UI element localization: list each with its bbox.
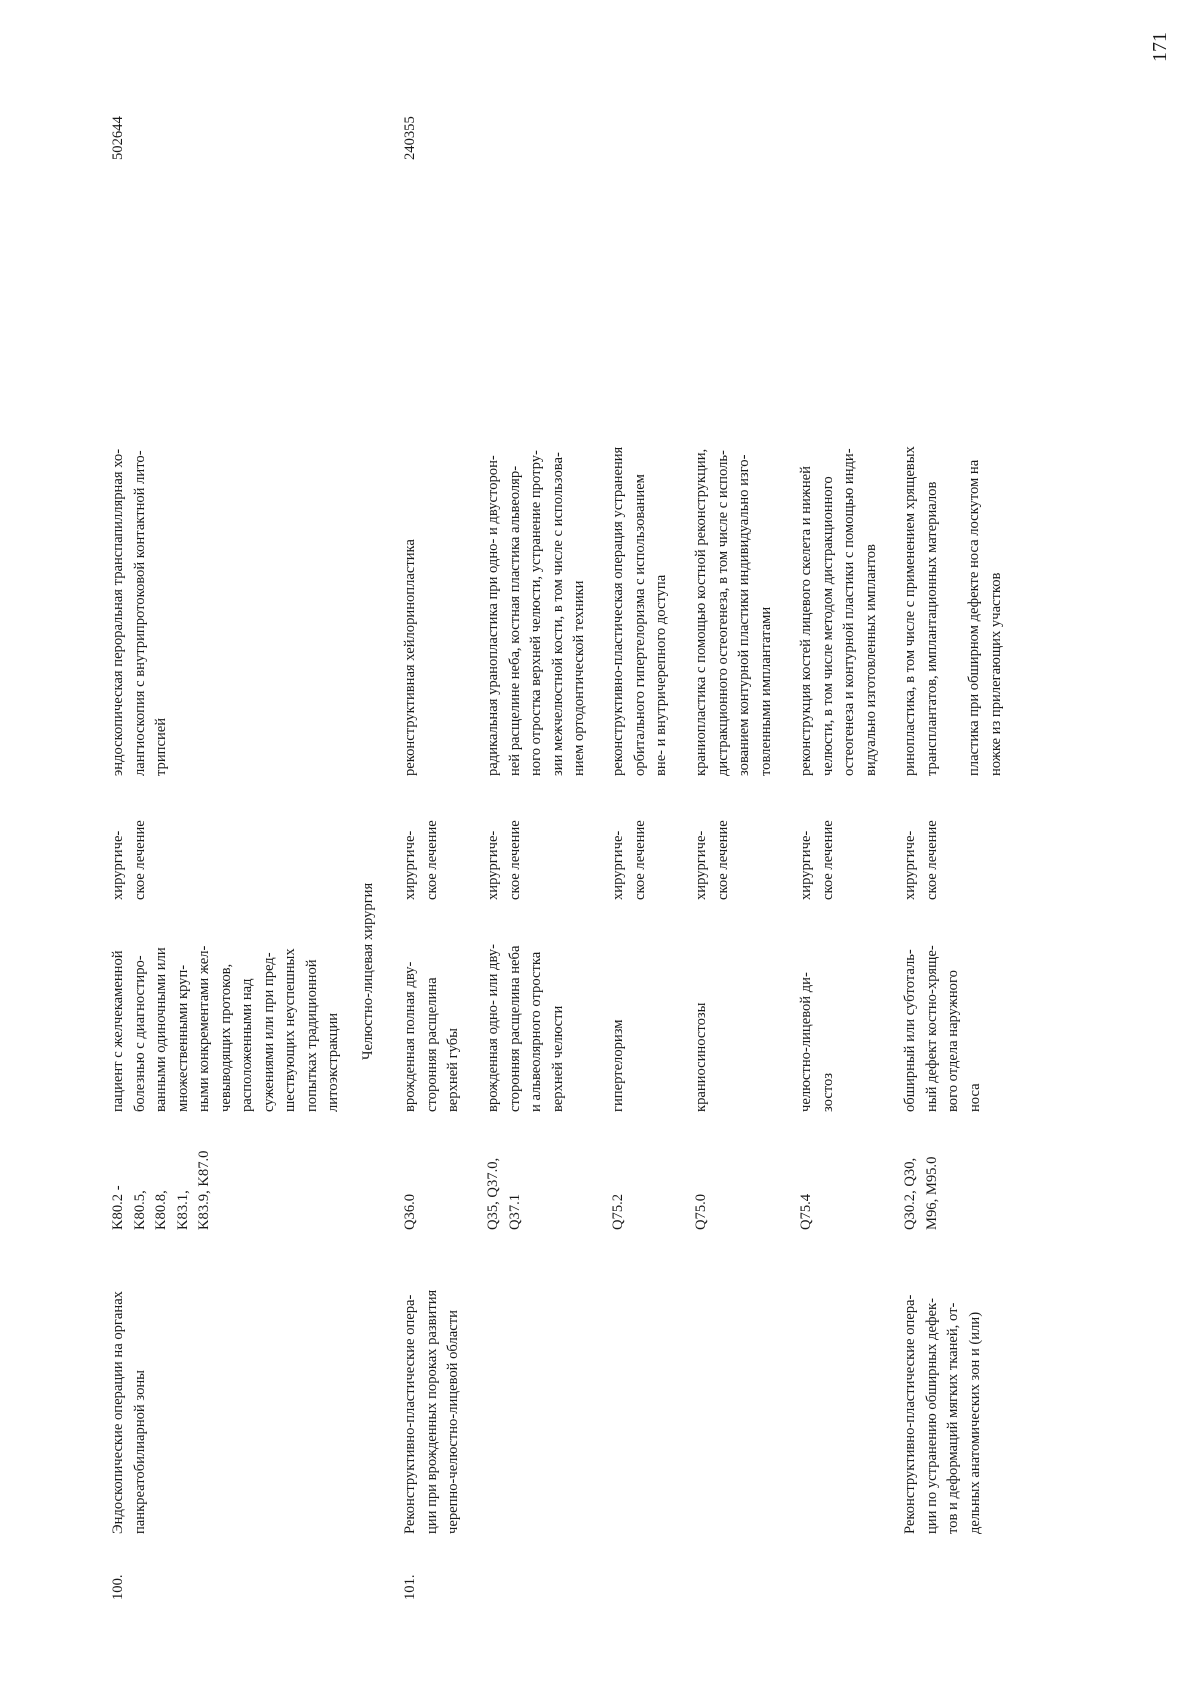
treatment-method: реконструктивная хейлоринопластика — [402, 539, 418, 776]
patient-model: врожденная полная дву- сторонняя расщелина верхней губы — [402, 961, 461, 1112]
treatment-method: реконструкция костей лицевого скелета и нижней челюсти, в том числе методом дистракционного остеогенеза и контурной пластики с помощью инди- видуально изготовленных имплантов — [798, 448, 879, 776]
treatment-type: хирургиче- ское лечение — [693, 820, 731, 900]
treatment-method: радикальная уранопластика при одно- и двусторон- ней расщелине неба, костная пластика альвеоляр- ного отростка верхней челюсти, устранение протру- зии межчелюстной кости, в том числе с использова- нием ортодонтической техники — [485, 450, 587, 776]
treatment-type: хирургиче- ское лечение — [610, 820, 648, 900]
patient-model: врожденная одно- или дву- сторонняя расщелина неба и альвеолярного отростка верхней челюсти — [485, 943, 566, 1112]
page-number: 171 — [1149, 32, 1171, 62]
patient-model: краниосиностозы — [693, 1002, 709, 1112]
treatment-method: краниопластика с помощью костной реконструкции, дистракционного остеогенеза, в том числе с исполь- зованием контурной пластики индивидуально изго- товленными имплантатами — [693, 448, 774, 776]
treatment-type: хирургиче- ское лечение — [902, 820, 940, 900]
icd-codes: K80.2 - K80.5, K80.8, K83.1, K83.9, K87.0 — [110, 1150, 212, 1230]
row-number: 101. — [402, 1574, 418, 1600]
procedure-name: Эндоскопические операции на органах панкреатобилиарной зоны — [110, 1291, 148, 1534]
icd-codes: Q36.0 — [402, 1193, 418, 1230]
price: 502644 — [110, 116, 126, 160]
treatment-type: хирургиче- ское лечение — [485, 820, 523, 900]
icd-codes: Q75.0 — [693, 1193, 709, 1230]
treatment-type: хирургиче- ское лечение — [402, 820, 440, 900]
patient-model: челюстно-лицевой ди- зостоз — [798, 972, 836, 1112]
icd-codes: Q30.2, Q30, M96, M95.0 — [902, 1156, 940, 1230]
procedure-name: Реконструктивно-пластические опера- ции при врожденных пороках развития черепно-челюстно-лицевой области — [402, 1289, 461, 1534]
treatment-method: эндоскопическая пероральная транспапиллярная хо- лангиоскопия с внутрипротоковой контактной лито- трипсией — [110, 448, 169, 776]
rotated-table — [108, 60, 1008, 1600]
patient-model: гипертелоризм — [610, 1019, 626, 1112]
treatment-type: хирургиче- ское лечение — [798, 820, 836, 900]
patient-model: пациент с желчекаменной болезнью с диагностиро- ванными одиночными или множественными круп- ными конкрементами жел- чевыводящих протоков, расположенными над сужениями или при пред- шествующих неуспешных попытках традиционной литоэкстракции — [110, 945, 341, 1112]
icd-codes: Q75.4 — [798, 1193, 814, 1230]
price: 240355 — [402, 116, 418, 160]
patient-model: обширный или субтоталь- ный дефект костно-хряще- вого отдела наружного носа — [902, 945, 983, 1112]
icd-codes: Q35, Q37.0, Q37.1 — [485, 1157, 523, 1230]
treatment-method: реконструктивно-пластическая операция устранения орбитального гипертелоризма с использованием вне- и внутричерепного доступа — [610, 446, 669, 776]
procedure-name: Реконструктивно-пластические опера- ции по устранению обширных дефек- тов и деформаций мягких тканей, от- дельных анатомических зон и (или) — [902, 1294, 983, 1534]
treatment-type: хирургиче- ское лечение — [110, 820, 148, 900]
row-number: 100. — [110, 1574, 126, 1600]
treatment-method: ринопластика, в том числе с применением хрящевых трансплантатов, имплантационных материалов пластика при обширном дефекте носа лоскутом на ножке из прилегающих участков — [902, 446, 1004, 776]
section-heading: Челюстно-лицевая хирургия — [360, 882, 376, 1060]
icd-codes: Q75.2 — [610, 1193, 626, 1230]
